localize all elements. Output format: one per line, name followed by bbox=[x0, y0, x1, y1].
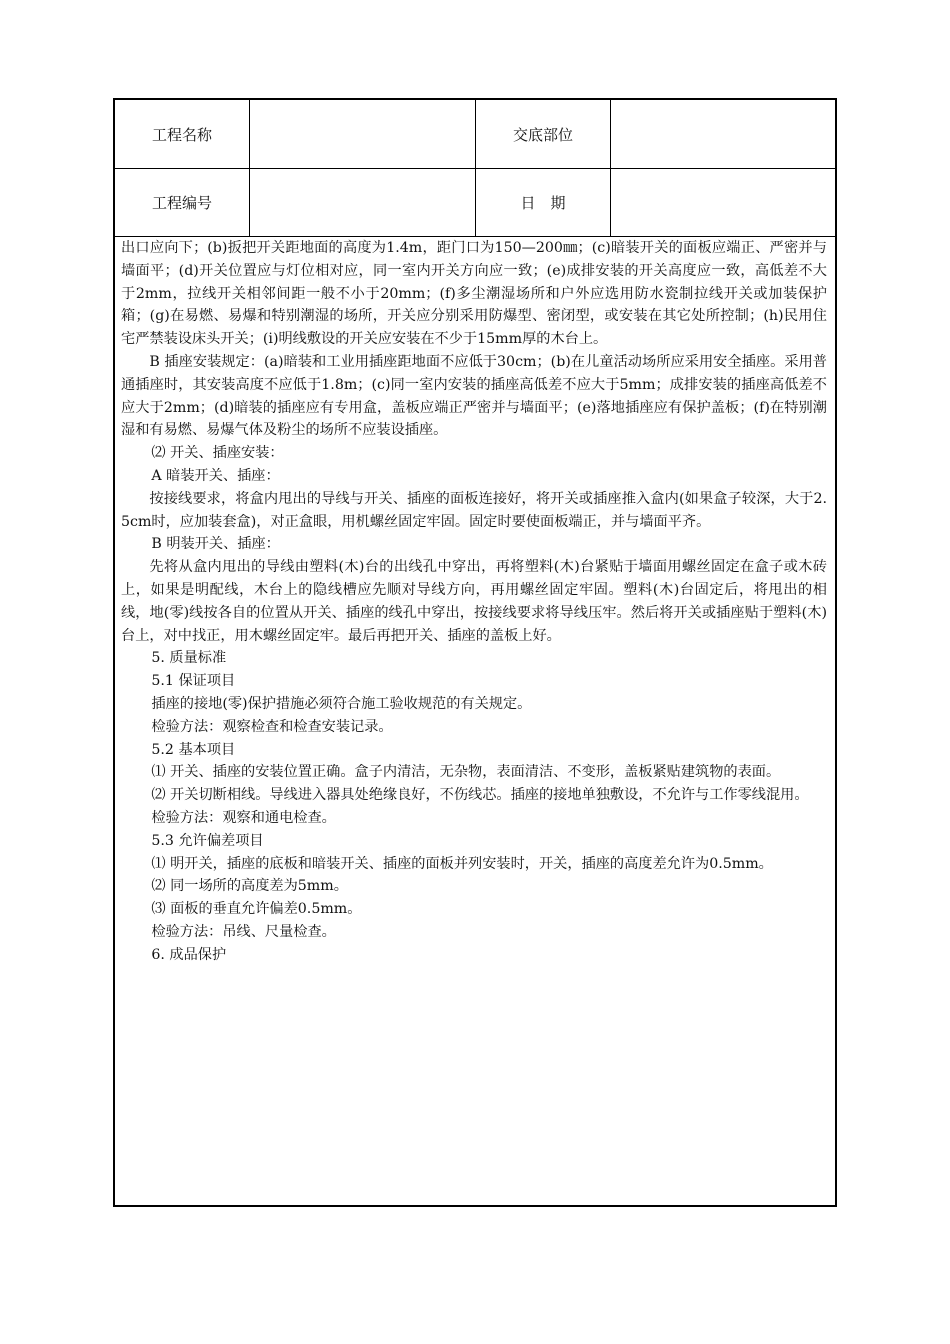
paragraph-grounding: 插座的接地(零)保护措施必须符合施工验收规范的有关规定。 bbox=[151, 695, 532, 712]
date-label: 日 期 bbox=[476, 168, 611, 236]
paragraph-socket-rules: B 插座安装规定：(a)暗装和工业用插座距地面不应低于30cm；(b)在儿童活动场所应采用安全插座。采用普通插座时，其安装高度不应低于1.8m；(c)同一室内安装的插座高低差不应大于5mm；成排安装的插座高低差不应大于2mm；(d)暗装的插座应有专用盒，盖板应端正严密并与墙面平；(e)落地插座应有保护盖板；(f)在特别潮湿和有易燃、易爆气体及粉尘的场所不应装设插座。 bbox=[121, 353, 827, 439]
paragraph-basic-2: ⑵ 开关切断相线。导线进入器具处绝缘良好，不伤线芯。插座的接地单独敷设，不允许与工作零线混用。 bbox=[151, 787, 809, 804]
paragraph-surface-steps: 先将从盒内甩出的导线由塑料(木)台的出线孔中穿出，再将塑料(木)台紧贴于墙面用螺丝固定在盒子或木砖上，如果是明配线，木台上的隐线槽应先顺对导线方向，再用螺丝固定牢固。塑料(木)台固定后，将甩出的相线，地(零)线按各自的位置从开关、插座的线孔中穿出，按接线要求将导线压牢。然后将开关或插座贴于塑料(木)台上，对中找正，用木螺丝固定牢。最后再把开关、插座的盖板上好。 bbox=[121, 559, 827, 644]
paragraph-inspection-1: 检验方法：观察检查和检查安装记录。 bbox=[151, 718, 393, 735]
date-field[interactable] bbox=[611, 168, 835, 236]
header-row-2 bbox=[115, 168, 835, 237]
paragraph-concealed-heading: A 暗装开关、插座： bbox=[151, 467, 280, 484]
paragraph-surface-heading: B 明装开关、插座： bbox=[151, 536, 280, 553]
paragraph-inspection-2: 检验方法：观察和通电检查。 bbox=[151, 809, 336, 826]
paragraph-inspection-3: 检验方法：吊线、尺量检查。 bbox=[151, 923, 336, 940]
paragraph-concealed-steps: 按接线要求，将盒内甩出的导线与开关、插座的面板连接好，将开关或插座推入盒内(如果盒子较深，大于2.5cm时，应加装套盒)，对正盒眼，用机螺丝固定牢固。固定时要使面板端正，并与墙面平齐。 bbox=[121, 490, 827, 530]
section-product-protection: 6. 成品保护 bbox=[151, 946, 227, 963]
section-tolerance-items: 5.3 允许偏差项目 bbox=[151, 832, 264, 849]
section-basic-items: 5.2 基本项目 bbox=[151, 741, 236, 758]
project-number-field[interactable] bbox=[250, 168, 476, 236]
header-row-1 bbox=[115, 100, 835, 169]
paragraph-install-heading: ⑵ 开关、插座安装： bbox=[151, 445, 284, 462]
paragraph-switch-rules: 出口应向下；(b)扳把开关距地面的高度为1.4m，距门口为150—200㎜；(c)暗装开关的面板应端正、严密并与墙面平；(d)开关位置应与灯位相对应，同一室内开关方向应一致；(e)成排安装的开关高度应一致，高低差不大于2mm，拉线开关相邻间距一般不小于20mm；(f)多尘潮湿场所和户外应选用防水瓷制拉线开关或加装保护箱；(g)在易燃、易爆和特别潮湿的场所，开关应分别采用防爆型、密闭型，或安装在其它处所控制；(h)民用住宅严禁装设床头开关；(i)明线敷设的开关应安装在不少于15mm厚的木台上。 bbox=[121, 240, 827, 348]
handover-part-field[interactable] bbox=[611, 100, 835, 168]
section-quality-standard: 5. 质量标准 bbox=[151, 650, 227, 667]
project-name-field[interactable] bbox=[250, 100, 476, 168]
paragraph-tolerance-2: ⑵ 同一场所的高度差为5mm。 bbox=[151, 878, 348, 895]
project-number-label: 工程编号 bbox=[115, 168, 250, 236]
handover-sheet bbox=[113, 98, 837, 1207]
paragraph-tolerance-1: ⑴ 明开关，插座的底板和暗装开关、插座的面板并列安装时，开关，插座的高度差允许为0.5mm。 bbox=[151, 855, 773, 872]
handover-content bbox=[123, 237, 829, 967]
project-name-label: 工程名称 bbox=[115, 100, 250, 168]
paragraph-basic-1: ⑴ 开关、插座的安装位置正确。盒子内清洁，无杂物，表面清洁、不变形，盖板紧贴建筑物的表面。 bbox=[151, 764, 781, 781]
paragraph-tolerance-3: ⑶ 面板的垂直允许偏差0.5mm。 bbox=[151, 901, 362, 918]
section-guarantee-items: 5.1 保证项目 bbox=[151, 673, 236, 690]
handover-part-label: 交底部位 bbox=[476, 100, 611, 168]
